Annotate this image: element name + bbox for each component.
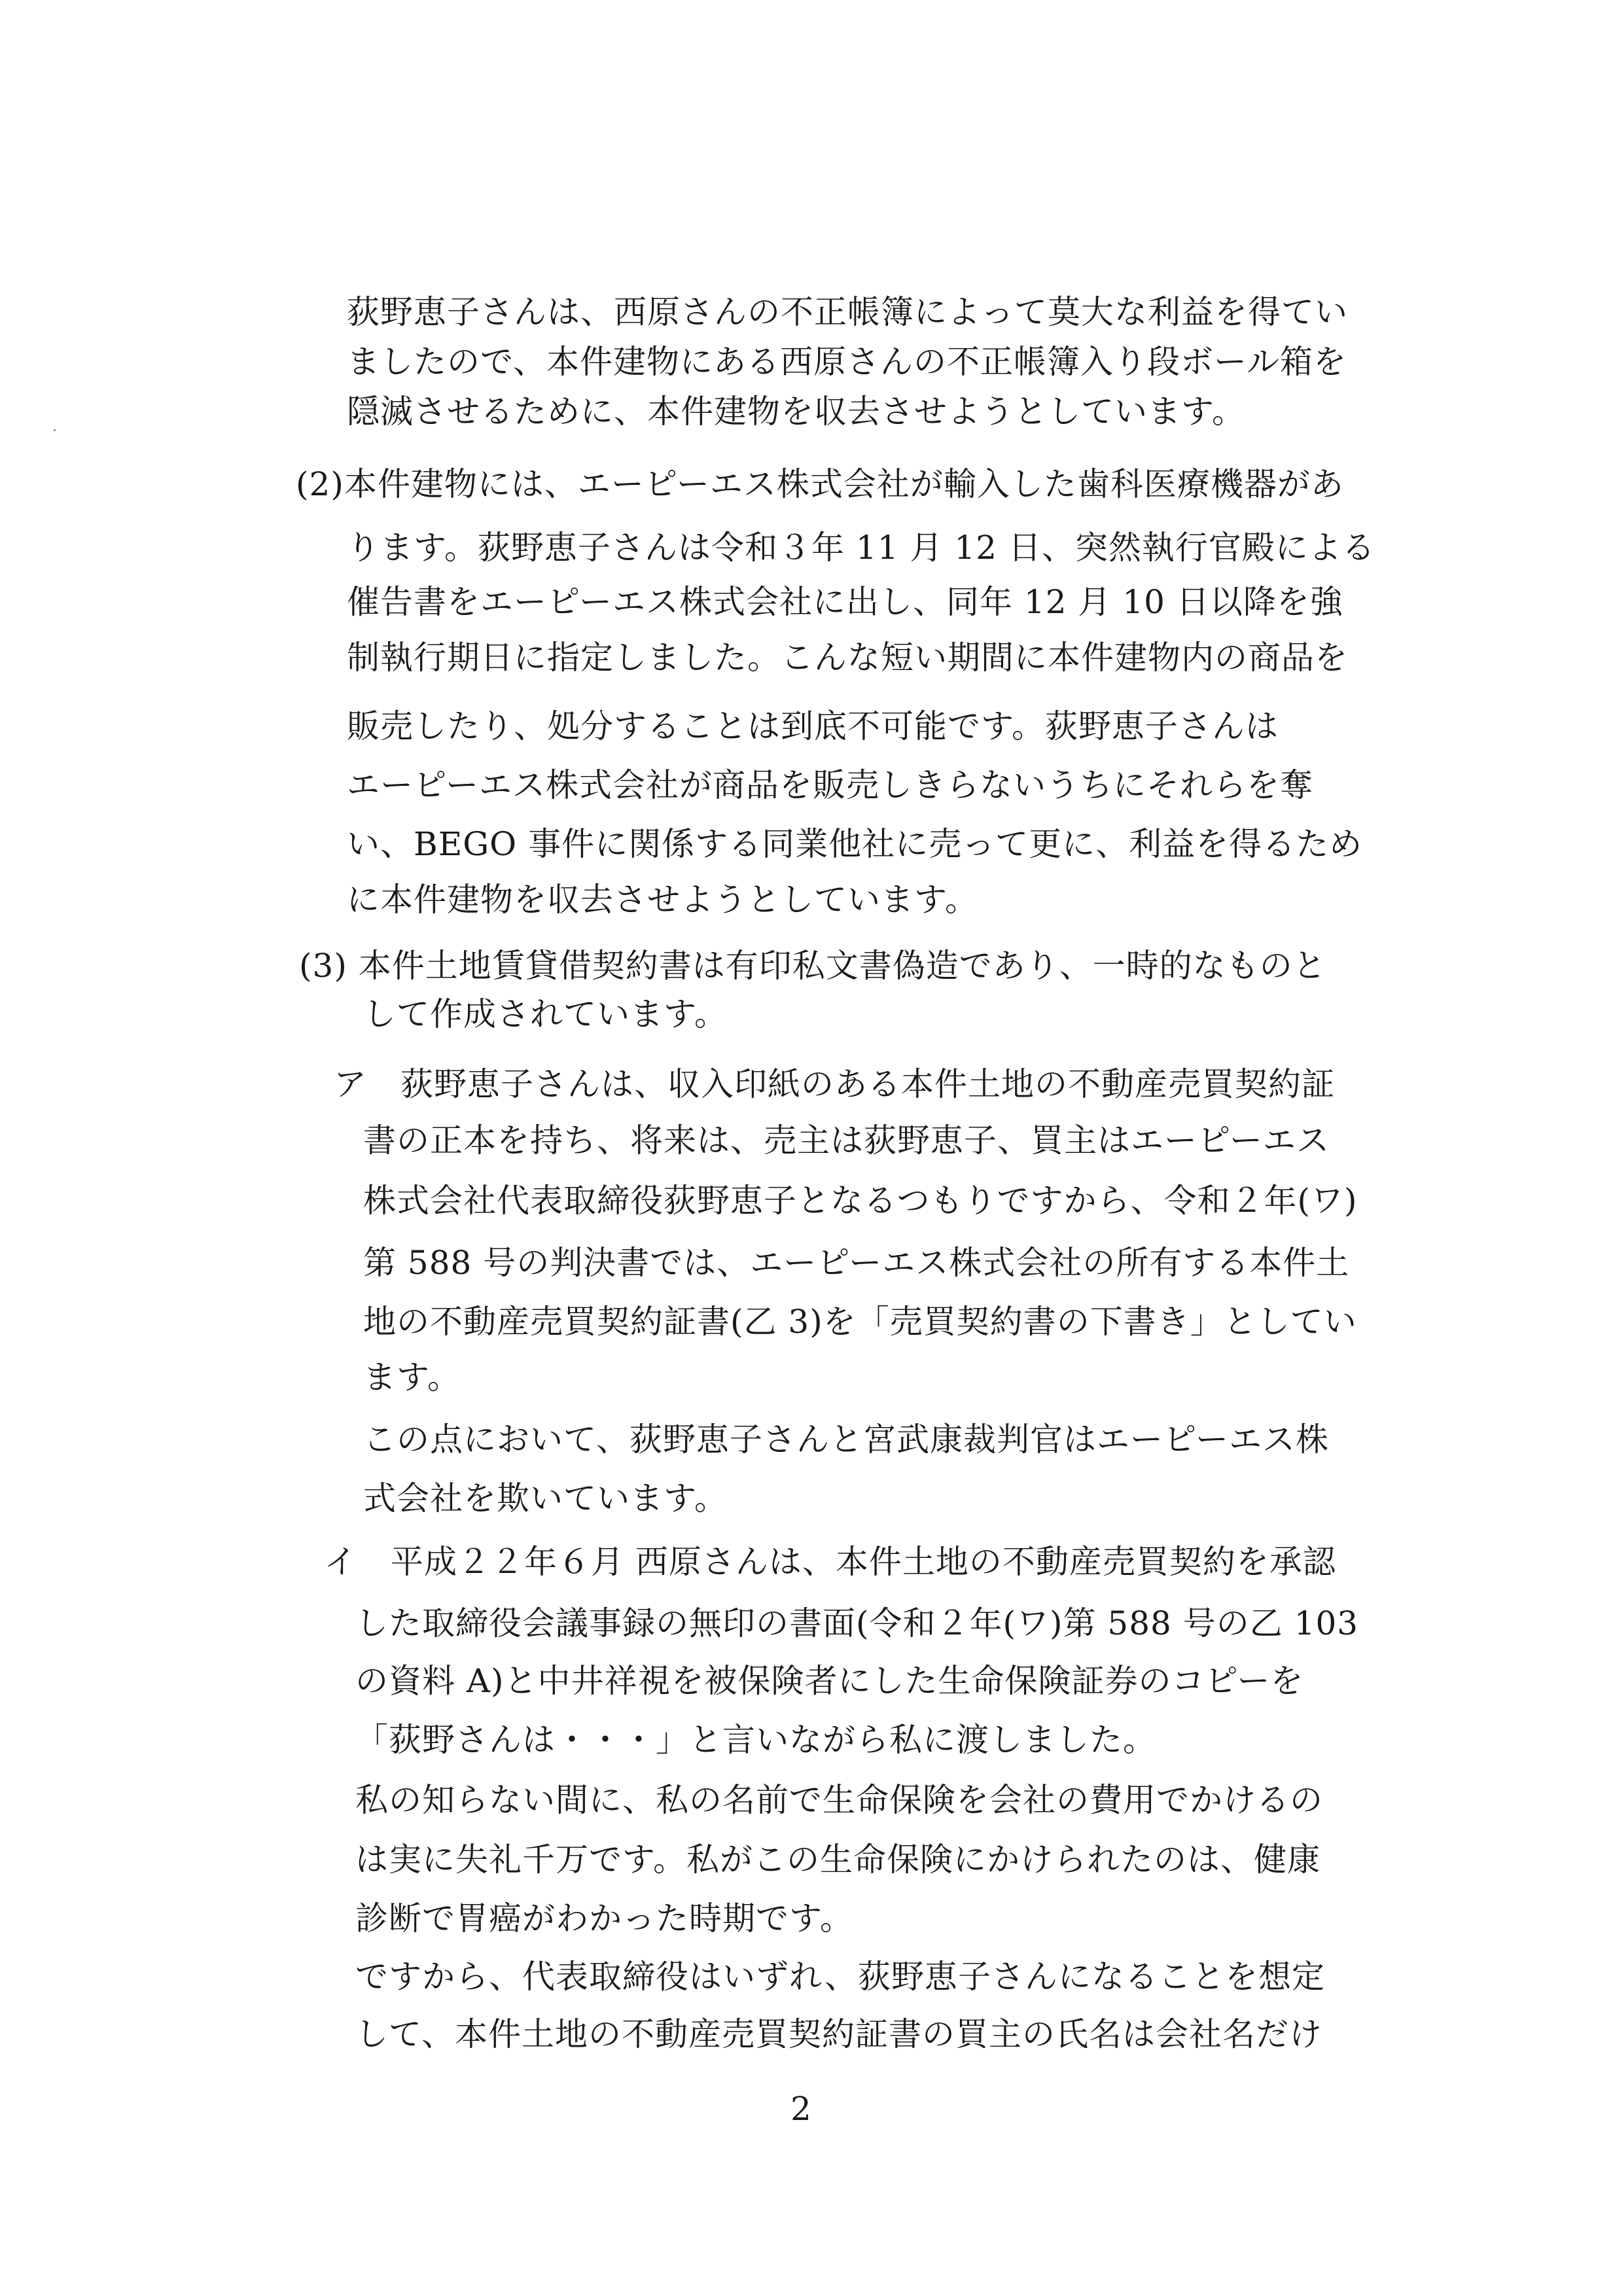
text-line: した取締役会議事録の無印の書面(令和２年(ワ)第 588 号の乙 103 (355, 1604, 1359, 1642)
text-line: エーピーエス株式会社が商品を販売しきらないうちにそれらを奪 (347, 766, 1313, 804)
text-line: 販売したり、処分することは到底不可能です。荻野恵子さんは (347, 707, 1279, 745)
text-line: 書の正本を持ち、将来は、売主は荻野恵子、買主はエーピーエス (363, 1122, 1330, 1159)
text-line: の資料 A)と中井祥視を被保険者にした生命保険証券のコピーを (355, 1662, 1304, 1700)
text-line: 荻野恵子さんは、西原さんの不正帳簿によって莫大な利益を得てい (347, 293, 1348, 331)
text-line: 私の知らない間に、私の名前で生命保険を会社の費用でかけるの (355, 1781, 1323, 1819)
text-line: ましたので、本件建物にある西原さんの不正帳簿入り段ボール箱を (347, 343, 1347, 381)
text-line: 診断で胃癌がわかった時期です。 (355, 1899, 853, 1937)
scan-speck (54, 429, 56, 431)
text-line: 催告書をエーピーエス株式会社に出し、同年 12 月 10 日以降を強 (347, 583, 1343, 621)
text-line: 株式会社代表取締役荻野恵子となるつもりですから、令和２年(ワ) (363, 1182, 1358, 1220)
text-line: して作成されています。 (363, 995, 728, 1033)
text-line: (3) 本件土地賃貸借契約書は有印私文書偽造であり、一時的なものと (299, 947, 1326, 985)
text-line: は実に失礼千万です。私がこの生命保険にかけられたのは、健康 (355, 1841, 1321, 1879)
text-line: 地の不動産売買契約証書(乙 3)を「売買契約書の下書き」としてい (363, 1303, 1357, 1341)
text-line: 式会社を欺いています。 (363, 1479, 728, 1517)
text-line: ですから、代表取締役はいずれ、荻野恵子さんになることを想定 (355, 1958, 1325, 1996)
text-line: 制執行期日に指定しました。こんな短い期間に本件建物内の商品を (347, 639, 1348, 677)
text-line: 隠滅させるために、本件建物を収去させようとしています。 (347, 393, 1245, 431)
text-line: イ 平成２２年６月 西原さんは、本件土地の不動産売買契約を承認 (324, 1543, 1336, 1581)
text-line: ります。荻野恵子さんは令和３年 11 月 12 日、突然執行官殿による (347, 529, 1375, 567)
text-line: ます。 (363, 1358, 461, 1396)
text-line: い、BEGO 事件に関係する同業他社に売って更に、利益を得るため (347, 825, 1363, 863)
text-line: (2)本件建物には、エーピーエス株式会社が輸入した歯科医療機器があ (296, 465, 1344, 503)
text-line: ア 荻野恵子さんは、収入印紙のある本件土地の不動産売買契約証 (334, 1065, 1335, 1103)
text-line: この点において、荻野恵子さんと宮武康裁判官はエーピーエス株 (363, 1421, 1329, 1458)
text-line: に本件建物を収去させようとしています。 (347, 881, 978, 919)
page-number: 2 (790, 2090, 811, 2128)
text-line: 第 588 号の判決書では、エーピーエス株式会社の所有する本件土 (363, 1244, 1350, 1282)
text-line: 「荻野さんは・・・」と言いながら私に渡しました。 (355, 1721, 1156, 1759)
text-line: して、本件土地の不動産売買契約証書の買主の氏名は会社名だけ (355, 2015, 1322, 2053)
